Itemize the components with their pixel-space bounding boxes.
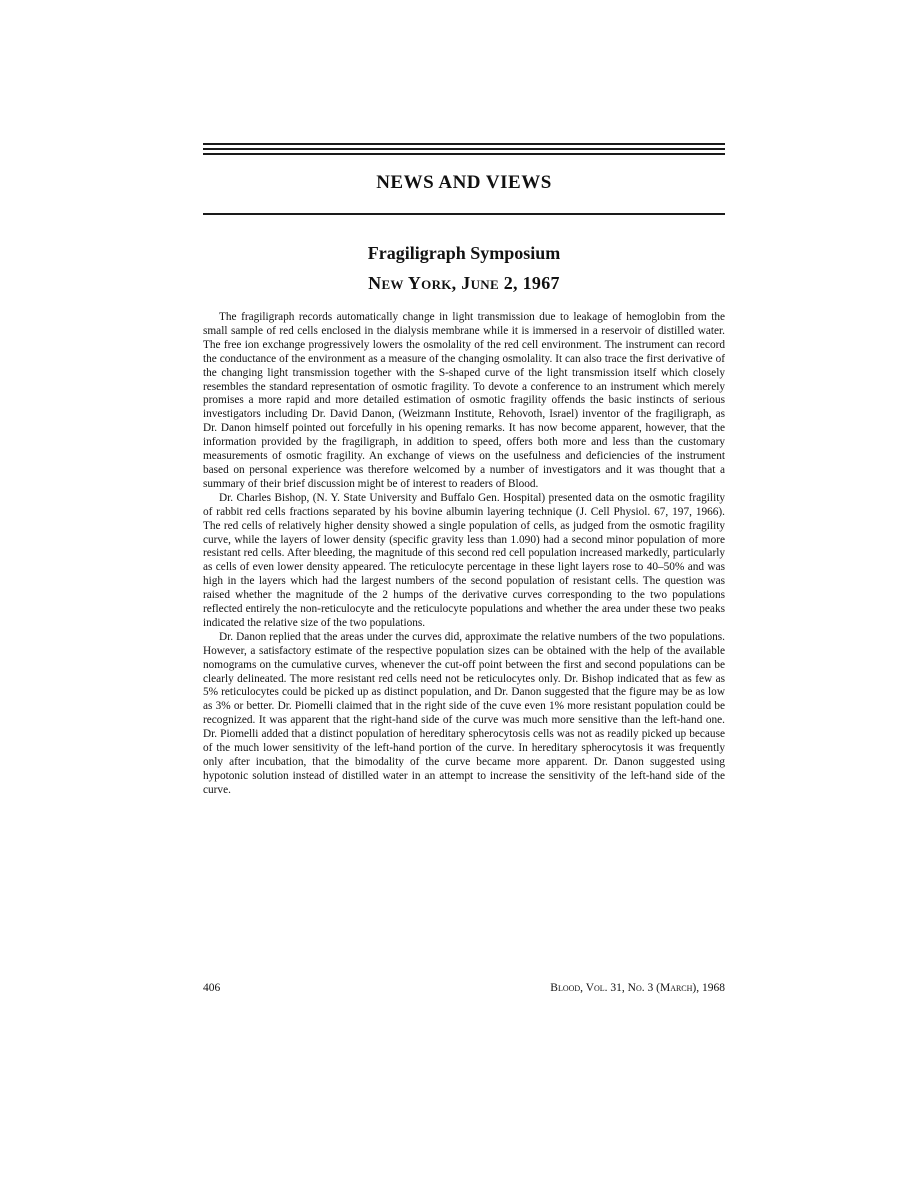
paragraph: Dr. Danon replied that the areas under the curves did, approximate the relative numbers of the two populations. However, a satisfactory estimate of the respective population sizes can be obtained with the help of the available nomograms on the cumulative curves, whenever the cut-off point between the first and second populations can be clearly delineated. The more resistant red cells need not be reticulocytes only. Dr. Bishop indicated that as few as 5% reticulocytes could be picked up as distinct population, and Dr. Danon suggested that the figure may be as low as 3% or better. Dr. Piomelli claimed that in the right side of the cuve even 1% more resistant population could be recognized. It was apparent that the right-hand side of the curve was much more sensitive than the left-hand one. Dr. Piomelli added that a distinct population of hereditary spherocytosis cells was not as readily picked up because of the much lower sensitivity of the left-hand portion of the curve. In hereditary spherocytosis it was frequently only after incubation, that the bimodality of the curve became more apparent. Dr. Danon suggested using hypotonic solution instead of distilled water in an attempt to increase the sensitivity of the left-hand side of the curve. bbox=[203, 630, 725, 796]
section-heading: NEWS AND VIEWS bbox=[376, 172, 552, 193]
article-body bbox=[203, 311, 725, 798]
header-rule bbox=[203, 143, 725, 145]
paragraph: Dr. Charles Bishop, (N. Y. State University and Buffalo Gen. Hospital) presented data on the osmotic fragility of rabbit red cells fractions separated by his bovine albumin layering technique (J. Cell Physiol. 67, 197, 1966). The red cells of relatively higher density showed a single population of cells, as judged from the osmotic fragility curve, while the layers of lower density (specific gravity less than 1.090) had a second minor population of more resistant red cells. After bleeding, the magnitude of this second red cell population increased markedly, particularly as cells of even lower density appeared. The reticulocyte percentage in these light layers rose to 40–50% and was high in the layers which had the largest numbers of the second population of resistant cells. The question was raised whether the magnitude of the 2 humps of the derivative curves corresponding to the two populations reflected entirely the non-reticulocyte and the reticulocyte populations and whether the area under these two peaks indicated the relative size of the two populations. bbox=[203, 491, 725, 629]
header-rule bbox=[203, 148, 725, 150]
section-divider bbox=[203, 213, 725, 215]
header-rules bbox=[203, 143, 725, 158]
paragraph: The fragiligraph records automatically change in light transmission due to leakage of hemoglobin from the small sample of red cells enclosed in the dialysis membrane while it is immersed in a reservoir of distilled water. The free ion exchange progressively lowers the osmolality of the red cell environment. The instrument can record the conductance of the environment as a measure of the changing osmolality. It can also trace the first derivative of the changing light transmission together with the S-shaped curve of the light transmission itself which closely resembles the standard representation of osmotic fragility. To devote a conference to an instrument which merely promises a more rapid and more detailed estimation of osmotic fragility offends the basic instincts of serious investigators including Dr. David Danon, (Weizmann Institute, Rehovoth, Israel) inventor of the fragiligraph, as Dr. Danon himself pointed out forcefully in his opening remarks. It has now become apparent, however, that the information provided by the fragiligraph, in addition to speed, offers both more and less than the customary measurements of osmotic fragility. An exchange of views on the usefulness and deficiencies of the instrument based on personal experience was therefore welcomed by a number of investigators and it was thought that a summary of their brief discussion might be of interest to readers of Blood. bbox=[203, 311, 725, 490]
header-rule bbox=[203, 153, 725, 155]
journal-citation: Blood, Vol. 31, No. 3 (March), 1968 bbox=[550, 982, 725, 994]
page-number: 406 bbox=[203, 982, 221, 994]
article-title: Fragiligraph Symposium bbox=[367, 243, 561, 263]
article-place-date: New York, June 2, 1967 bbox=[368, 273, 560, 293]
